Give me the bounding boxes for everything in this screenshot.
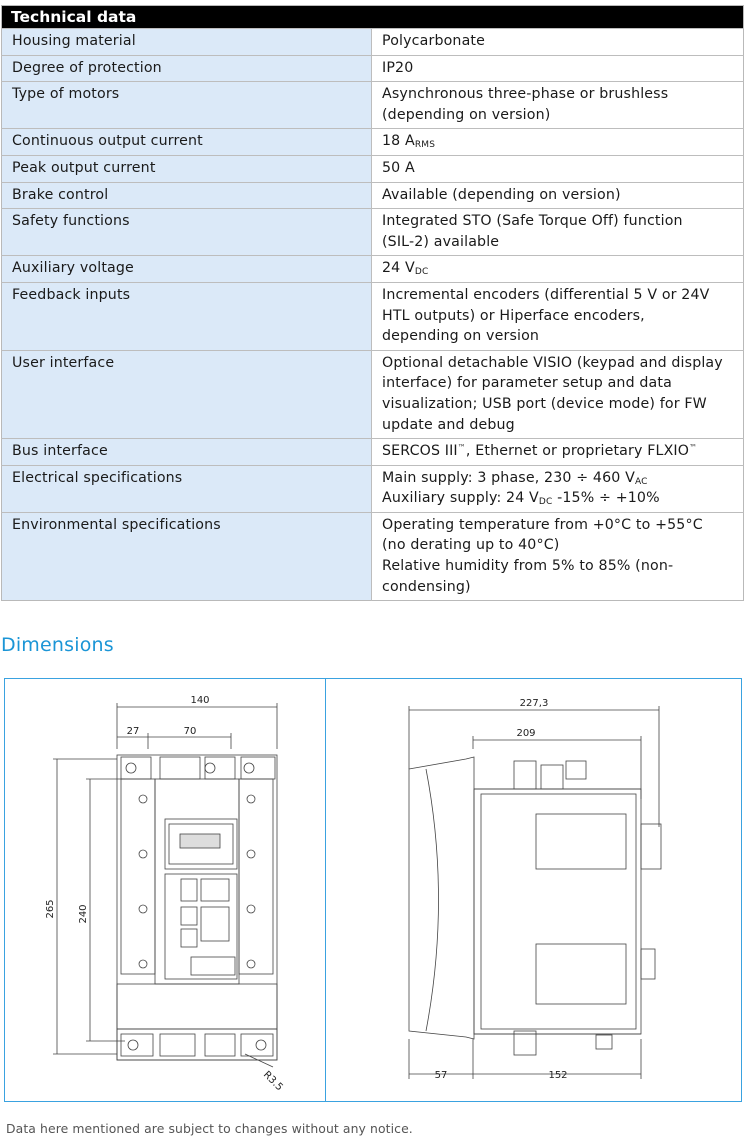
- row-value: [372, 512, 744, 600]
- row-value: [372, 82, 744, 129]
- table-body: [2, 29, 744, 601]
- value-text: 18 A: [382, 133, 415, 150]
- dim-height-inner: 240: [78, 904, 89, 924]
- table-row: [2, 82, 744, 129]
- value-text: Integrated STO (Safe Torque Off) function: [382, 213, 683, 230]
- row-label: Housing material: [2, 29, 372, 56]
- row-label: Auxiliary voltage: [2, 256, 372, 283]
- value-line: [382, 84, 733, 105]
- row-label: Continuous output current: [2, 129, 372, 156]
- value-text: Optional detachable VISIO (keypad and display: [382, 354, 723, 371]
- row-value: [372, 350, 744, 438]
- value-line: [382, 158, 733, 179]
- value-sup: ™: [689, 443, 698, 453]
- value-text: (depending on version): [382, 106, 551, 123]
- value-text: visualization; USB port (device mode) for FW: [382, 395, 707, 412]
- value-line: [382, 373, 733, 394]
- value-text: (SIL-2) available: [382, 233, 500, 250]
- row-value: [372, 182, 744, 209]
- side-view-drawing: [326, 679, 742, 1103]
- table-row: [2, 55, 744, 82]
- table-row: [2, 282, 744, 350]
- row-label: Bus interface: [2, 439, 372, 466]
- value-line: [382, 131, 733, 152]
- table-row: [2, 512, 744, 600]
- table-row: [2, 465, 744, 512]
- dim-module-depth: 152: [548, 1070, 568, 1081]
- dimensions-figure: [4, 678, 742, 1102]
- value-text: Main supply: 3 phase, 230 ÷ 460 V: [382, 469, 635, 486]
- dim-depth-total: 227,3: [519, 698, 549, 709]
- row-label: Environmental specifications: [2, 512, 372, 600]
- value-text: Polycarbonate: [382, 33, 486, 49]
- row-value: [372, 209, 744, 256]
- value-sub: DC: [538, 497, 553, 508]
- table-row: [2, 256, 744, 283]
- value-text: 50 A: [382, 159, 415, 176]
- row-label: Type of motors: [2, 82, 372, 129]
- value-text: -15% ÷ +10%: [552, 490, 660, 507]
- row-label: Safety functions: [2, 209, 372, 256]
- dim-width-total: 140: [190, 695, 210, 706]
- value-text: HTL outputs) or Hiperface encoders,: [382, 307, 645, 324]
- value-line: [382, 185, 733, 206]
- value-text: condensing): [382, 578, 471, 595]
- value-line: [382, 441, 733, 462]
- value-text: Asynchronous three-phase or brushless: [382, 86, 669, 103]
- value-line: [382, 415, 733, 436]
- table-row: [2, 350, 744, 438]
- technical-data-table: [1, 5, 744, 601]
- value-line: [382, 58, 733, 79]
- value-text: SERCOS III: [382, 443, 458, 460]
- value-text: (no derating up to 40°C): [382, 537, 560, 554]
- value-line: [382, 306, 733, 327]
- value-text: update and debug: [382, 416, 515, 433]
- value-line: [382, 31, 733, 52]
- dim-offset-left: 27: [126, 726, 140, 737]
- value-line: [382, 556, 733, 577]
- value-line: [382, 535, 733, 556]
- table-header: Technical data: [2, 6, 744, 29]
- value-sub: DC: [414, 267, 429, 278]
- disclaimer-footnote: Data here mentioned are subject to changes without any notice.: [6, 1121, 413, 1136]
- value-text: depending on version: [382, 328, 540, 345]
- value-line: [382, 468, 733, 489]
- value-line: [382, 105, 733, 126]
- value-text: 24 V: [382, 260, 415, 277]
- value-line: [382, 211, 733, 232]
- table-row: [2, 439, 744, 466]
- value-line: [382, 258, 733, 279]
- row-value: [372, 129, 744, 156]
- dim-center-span: 70: [183, 726, 197, 737]
- dimensions-heading: Dimensions: [1, 634, 114, 656]
- row-value: [372, 256, 744, 283]
- value-text: Incremental encoders (differential 5 V or 24V: [382, 286, 710, 303]
- value-line: [382, 285, 733, 306]
- front-view-drawing: [5, 679, 325, 1103]
- value-line: [382, 394, 733, 415]
- dim-cover-depth: 57: [434, 1070, 448, 1081]
- dim-height-total: 265: [45, 899, 56, 919]
- value-sub: RMS: [414, 140, 436, 151]
- table-row: [2, 129, 744, 156]
- dim-depth-body: 209: [516, 728, 536, 739]
- table-row: [2, 155, 744, 182]
- table-row: [2, 29, 744, 56]
- row-label: Brake control: [2, 182, 372, 209]
- value-sub: AC: [634, 476, 648, 487]
- row-value: [372, 29, 744, 56]
- value-text: IP20: [382, 59, 414, 76]
- value-line: [382, 326, 733, 347]
- table-row: [2, 209, 744, 256]
- row-label: Electrical specifications: [2, 465, 372, 512]
- row-value: [372, 282, 744, 350]
- row-label: Peak output current: [2, 155, 372, 182]
- value-line: [382, 488, 733, 509]
- row-label: Degree of protection: [2, 55, 372, 82]
- value-line: [382, 515, 733, 536]
- value-text: Auxiliary supply: 24 V: [382, 490, 539, 507]
- value-text: Available (depending on version): [382, 186, 621, 203]
- value-text: Relative humidity from 5% to 85% (non-: [382, 558, 674, 575]
- value-sup: ™: [457, 443, 466, 453]
- row-value: [372, 155, 744, 182]
- value-text: , Ethernet or proprietary FLXIO: [465, 443, 690, 460]
- row-label: User interface: [2, 350, 372, 438]
- row-label: Feedback inputs: [2, 282, 372, 350]
- row-value: [372, 439, 744, 466]
- dim-radius: R3.5: [260, 1069, 285, 1094]
- table-row: [2, 182, 744, 209]
- row-value: [372, 465, 744, 512]
- row-value: [372, 55, 744, 82]
- value-text: Operating temperature from +0°C to +55°C: [382, 516, 703, 533]
- value-line: [382, 577, 733, 598]
- value-line: [382, 232, 733, 253]
- value-text: interface) for parameter setup and data: [382, 375, 672, 392]
- value-line: [382, 353, 733, 374]
